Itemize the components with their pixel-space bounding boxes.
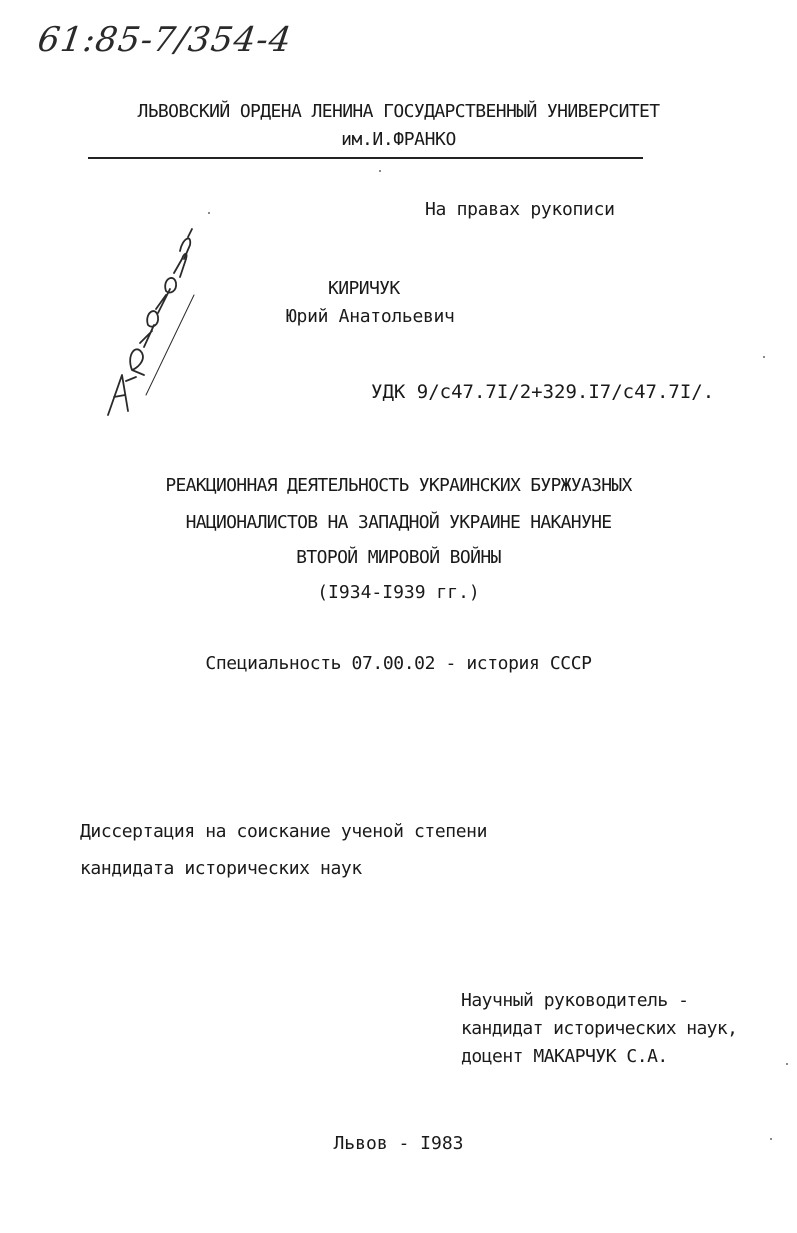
supervisor-line-2: кандидат исторических наук, [461, 1018, 738, 1039]
supervisor-line-3: доцент МАКАРЧУК С.А. [461, 1046, 668, 1067]
scan-speck [770, 1138, 772, 1140]
author-given-names: Юрий Анатольевич [286, 306, 455, 327]
specialty: Специальность 07.00.02 - история СССР [205, 653, 592, 674]
scan-speck [763, 356, 765, 358]
place-and-year: Львов - I983 [333, 1133, 464, 1154]
handwritten-signature [96, 225, 206, 420]
title-line-2: НАЦИОНАЛИСТОВ НА ЗАПАДНОЙ УКРАИНЕ НАКАНУНЕ [185, 512, 612, 533]
scan-speck [208, 212, 210, 214]
title-years: (I934-I939 гг.) [317, 582, 480, 603]
university-name: ЛЬВОВСКИЙ ОРДЕНА ЛЕНИНА ГОСУДАРСТВЕННЫЙ УНИВЕРСИТЕТ [137, 101, 660, 122]
author-surname: КИРИЧУК [328, 278, 400, 299]
dissertation-line-2: кандидата исторических наук [80, 858, 362, 879]
udc-code: УДК 9/с47.7I/2+329.I7/с47.7I/. [371, 381, 715, 403]
header-divider [88, 157, 643, 159]
university-named-after: им.И.ФРАНКО [341, 129, 456, 150]
title-line-1: РЕАКЦИОННАЯ ДЕЯТЕЛЬНОСТЬ УКРАИНСКИХ БУРЖУАЗНЫХ [165, 475, 632, 496]
manuscript-rights: На правах рукописи [425, 199, 615, 220]
scan-speck [786, 1063, 788, 1065]
scan-speck [379, 170, 381, 172]
dissertation-line-1: Диссертация на соискание ученой степени [80, 821, 488, 842]
supervisor-line-1: Научный руководитель - [461, 990, 689, 1011]
archive-mark: 61:85-7/354-4 [35, 20, 295, 60]
title-line-3: ВТОРОЙ МИРОВОЙ ВОЙНЫ [296, 547, 501, 568]
